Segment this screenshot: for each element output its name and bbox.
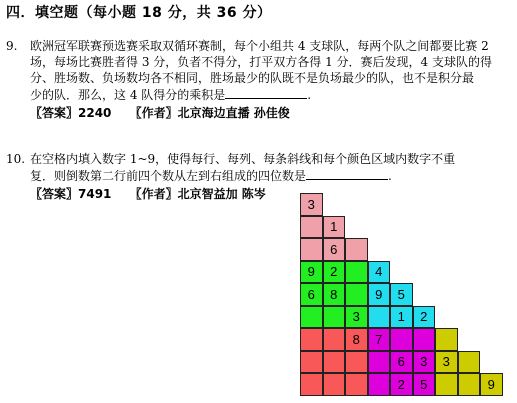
grid-cell-empty[interactable] [458,373,481,396]
grid-cell-empty[interactable] [300,373,323,396]
grid-cell-given: 8 [323,283,346,306]
grid-cell-given: 6 [300,283,323,306]
section-title: 四．填空题（每小题 18 分，共 36 分） [6,5,272,21]
problem-text: 在空格内填入数字 1~9，使得每行、每列、每条斜线和每个颜色区域内数字不重 [30,152,456,166]
grid-cell-given: 9 [300,261,323,284]
grid-cell-given: 2 [413,306,436,329]
problem-number: 10. [6,152,26,166]
grid-cell-empty[interactable] [300,328,323,351]
grid-cell-given: 8 [345,328,368,351]
problem-text: 欧洲冠军联赛预选赛采取双循环赛制，每个小组共 4 支球队，每两个队之间都要比赛 2 [30,39,489,53]
answer-blank[interactable] [306,167,388,180]
grid-cell-given: 6 [323,238,346,261]
problem-9 [6,38,511,121]
problem-number: 9. [6,39,18,53]
grid-cell-empty[interactable] [435,373,458,396]
grid-cell-empty[interactable] [368,373,391,396]
grid-cell-empty[interactable] [300,351,323,374]
grid-cell-empty[interactable] [368,351,391,374]
grid-cell-given: 3 [435,351,458,374]
grid-cell-empty[interactable] [368,306,391,329]
answer: 〖答案〗2240 [30,106,112,120]
grid-cell-given: 9 [368,283,391,306]
grid-cell-given: 1 [390,306,413,329]
grid-cell-empty[interactable] [458,351,481,374]
grid-cell-empty[interactable] [345,351,368,374]
grid-cell-given: 3 [345,306,368,329]
grid-cell-given: 9 [480,373,503,396]
grid-cell-given: 7 [368,328,391,351]
grid-cell-empty[interactable] [390,328,413,351]
grid-cell-empty[interactable] [323,306,346,329]
grid-cell-given: 5 [390,283,413,306]
grid-cell-empty[interactable] [345,261,368,284]
grid-cell-empty[interactable] [345,373,368,396]
problem-text: 复．则倒数第二行前四个数从左到右组成的四位数是 [30,169,307,183]
problem-text: 场，每场比赛胜者得 3 分，负者不得分，打平双方各得 1 分．赛后发现，4 支球队的得 [30,55,492,69]
answer-line [6,105,511,121]
triangle-sudoku-grid [300,193,503,396]
grid-cell-given: 2 [323,261,346,284]
grid-cell-empty[interactable] [300,216,323,239]
grid-cell-given: 1 [323,216,346,239]
grid-cell-empty[interactable] [300,306,323,329]
grid-cell-empty[interactable] [323,373,346,396]
grid-cell-given: 6 [390,351,413,374]
grid-cell-given: 5 [413,373,436,396]
author: 〖作者〗北京智益加 陈岑 [129,187,266,201]
grid-cell-empty[interactable] [323,351,346,374]
grid-cell-given: 3 [300,193,323,216]
grid-cell-empty[interactable] [323,328,346,351]
grid-cell-empty[interactable] [435,328,458,351]
problem-text: 分、胜场数、负场数均各不相同，胜场最少的队既不是负场最少的队，也不是积分最 [30,71,475,85]
grid-cell-given: 4 [368,261,391,284]
grid-cell-empty[interactable] [300,238,323,261]
grid-cell-empty[interactable] [413,328,436,351]
grid-cell-given: 3 [413,351,436,374]
grid-cell-given: 2 [390,373,413,396]
answer: 〖答案〗7491 [30,187,112,201]
answer-blank[interactable] [225,86,307,99]
grid-cell-empty[interactable] [345,238,368,261]
problem-text: . [307,88,312,102]
problem-text: . [388,169,392,183]
problem-text: 少的队．那么，这 4 队得分的乘积是 [30,88,226,102]
grid-cell-empty[interactable] [345,283,368,306]
author: 〖作者〗北京海边直播 孙佳俊 [129,106,290,120]
